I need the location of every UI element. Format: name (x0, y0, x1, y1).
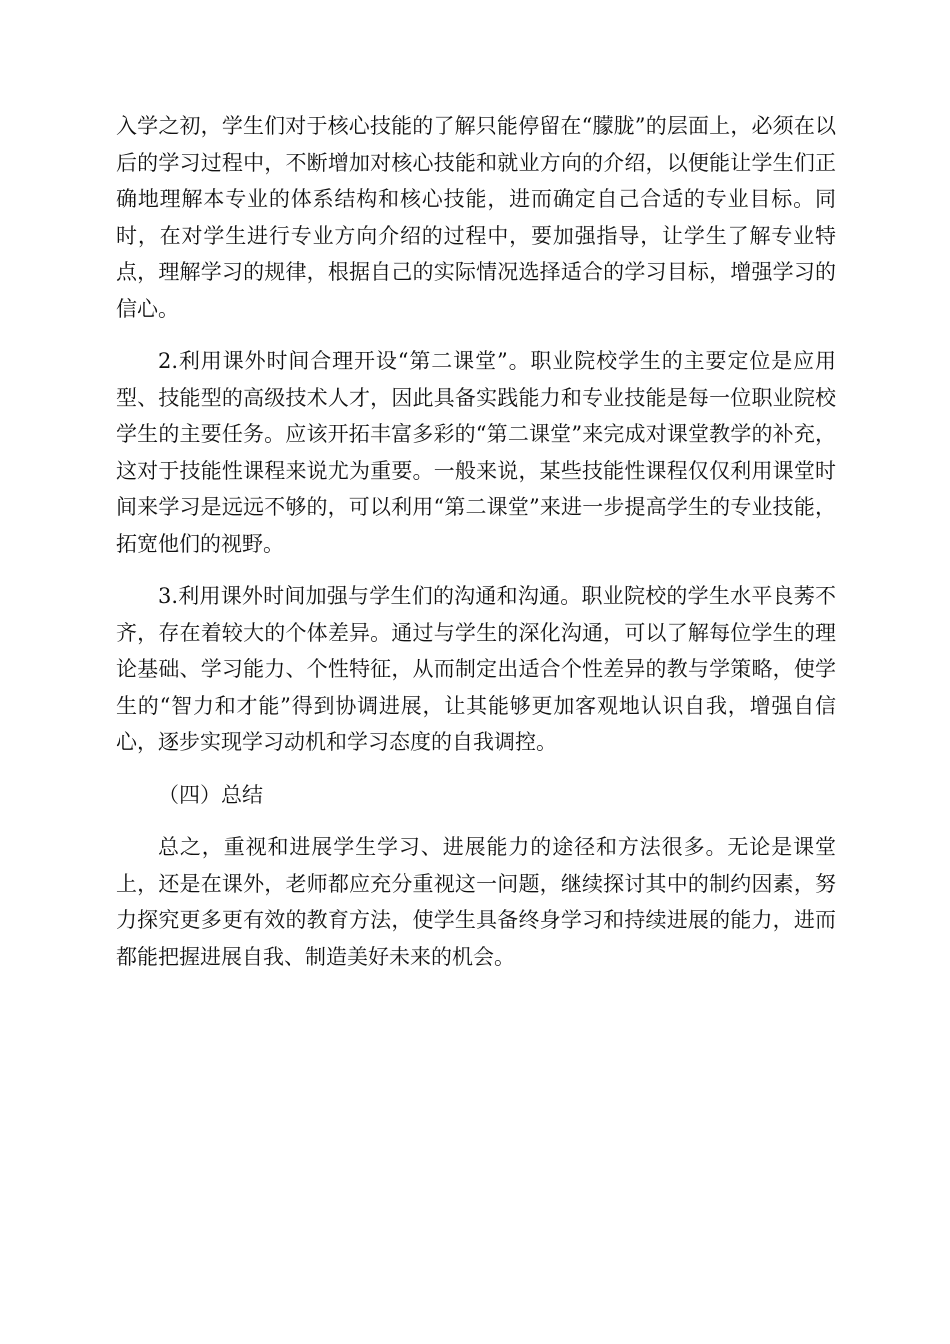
paragraph-intro: 入学之初，学生们对于核心技能的了解只能停留在“朦胧”的层面上，必须在以后的学习过程中，不断增加对核心技能和就业方向的介绍，以便能让学生们正确地理解本专业的体系结构和核心技能，进而确定自己合适的专业目标。同时，在对学生进行专业方向介绍的过程中，要加强指导，让学生了解专业特点，理解学习的规律，根据自己的实际情况选择适合的学习目标，增强学习的信心。 (116, 114, 836, 321)
paragraph-item-2: 2.利用课外时间合理开设“第二课堂”。职业院校学生的主要定位是应用型、技能型的高级技术人才，因此具备实践能力和专业技能是每一位职业院校学生的主要任务。应该开拓丰富多彩的“第二课堂”来完成对课堂教学的补充，这对于技能性课程来说尤为重要。一般来说，某些技能性课程仅仅利用课堂时间来学习是远远不够的，可以利用“第二课堂”来进一步提高学生的专业技能，拓宽他们的视野。 (116, 349, 836, 556)
document-body (116, 108, 836, 991)
paragraph-item-3: 3.利用课外时间加强与学生们的沟通和沟通。职业院校的学生水平良莠不齐，存在着较大的个体差异。通过与学生的深化沟通，可以了解每位学生的理论基础、学习能力、个性特征，从而制定出适合个性差异的教与学策略，使学生的“智力和才能”得到协调进展，让其能够更加客观地认识自我，增强自信心，逐步实现学习动机和学习态度的自我调控。 (116, 584, 836, 754)
paragraph-conclusion: 总之，重视和进展学生学习、进展能力的途径和方法很多。无论是课堂上，还是在课外，老师都应充分重视这一问题，继续探讨其中的制约因素，努力探究更多更有效的教育方法，使学生具备终身学习和持续进展的能力，进而都能把握进展自我、制造美好未来的机会。 (116, 835, 836, 969)
section-heading: （四）总结 (158, 782, 263, 807)
